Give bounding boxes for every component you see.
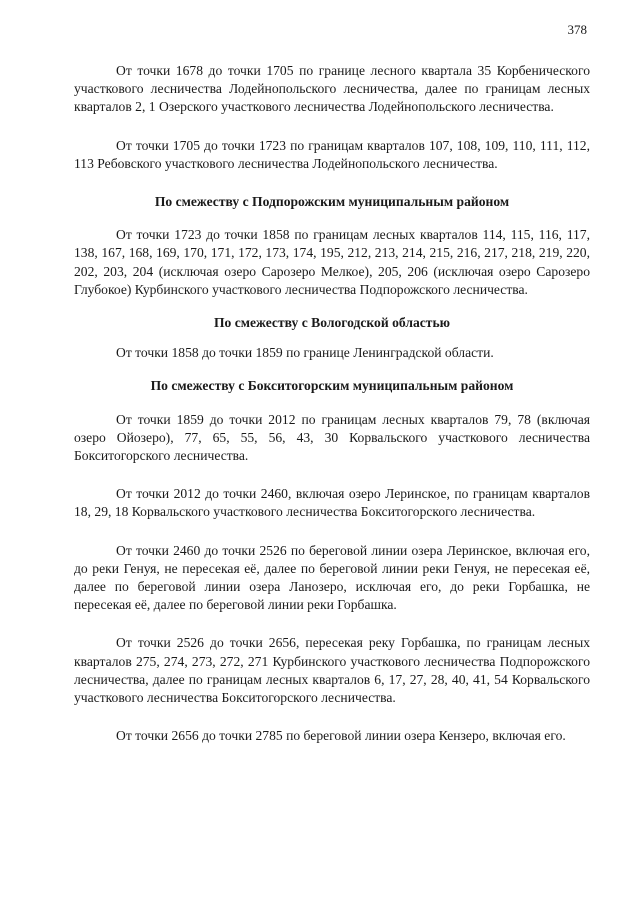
section-heading-vologda: По смежеству с Вологодской областью — [213, 315, 451, 331]
section-heading-boksitogorsky: По смежеству с Бокситогорским муниципальным районом — [150, 378, 514, 394]
paragraph-2012-2460: От точки 2012 до точки 2460, включая озеро Леринское, по границам кварталов 18, 29, 18 Корвальского участкового лесничества Бокситогорского лесничества. — [74, 486, 590, 520]
paragraph-1858-1859: От точки 1858 до точки 1859 по границе Ленинградской области. — [116, 345, 494, 361]
paragraph-1705-1723: От точки 1705 до точки 1723 по границам кварталов 107, 108, 109, 110, 111, 112, 113 Ребовского участкового лесничества Лодейнопольского лесничества. — [74, 137, 590, 171]
paragraph-1859-2012: От точки 1859 до точки 2012 по границам лесных кварталов 79, 78 (включая озеро Ойозеро), 77, 65, 55, 56, 43, 30 Корвальского участкового лесничества Бокситогорского лесничества. — [74, 411, 590, 464]
paragraph-1723-1858: От точки 1723 до точки 1858 по границам лесных кварталов 114, 115, 116, 117, 138, 167, 168, 169, 170, 171, 172, 173, 174, 195, 212, 213, 214, 215, 216, 217, 218, 219, 220, 202, 203, 204 (исключая озеро Сарозеро Мелкое), 205, 206 (исключая озеро Сарозеро Глубокое) Курбинского участкового лесничества Подпорожского лесничества. — [74, 227, 590, 297]
section-heading-podporozhsky: По смежеству с Подпорожским муниципальным районом — [154, 194, 510, 210]
paragraph-2656-2785: От точки 2656 до точки 2785 по береговой линии озера Кензеро, включая его. — [116, 728, 566, 744]
paragraph-2460-2526: От точки 2460 до точки 2526 по береговой линии озера Леринское, включая его, до реки Генуя, не пересекая её, далее по береговой линии реки Генуя, не пересекая её, далее по береговой линии озера Ланозеро, исключая его, до реки Горбашка, не пересекая её, далее по береговой линии реки Горбашка. — [74, 542, 590, 613]
document-body — [74, 62, 590, 745]
paragraph-2526-2656: От точки 2526 до точки 2656, пересекая реку Горбашка, по границам лесных кварталов 275, 274, 273, 272, 271 Курбинского участкового лесничества Подпорожского лесничества, далее по границам лесных кварталов 6, 17, 27, 28, 40, 41, 54 Корвальского участкового лесничества Бокситогорского лесничества. — [74, 635, 590, 706]
page-number: 378 — [567, 22, 587, 37]
paragraph-1678-1705: От точки 1678 до точки 1705 по границе лесного квартала 35 Корбенического участкового лесничества Лодейнопольского лесничества, далее по границам лесных кварталов 2, 1 Озерского участкового лесничества Лодейнопольского лесничества. — [74, 63, 590, 115]
